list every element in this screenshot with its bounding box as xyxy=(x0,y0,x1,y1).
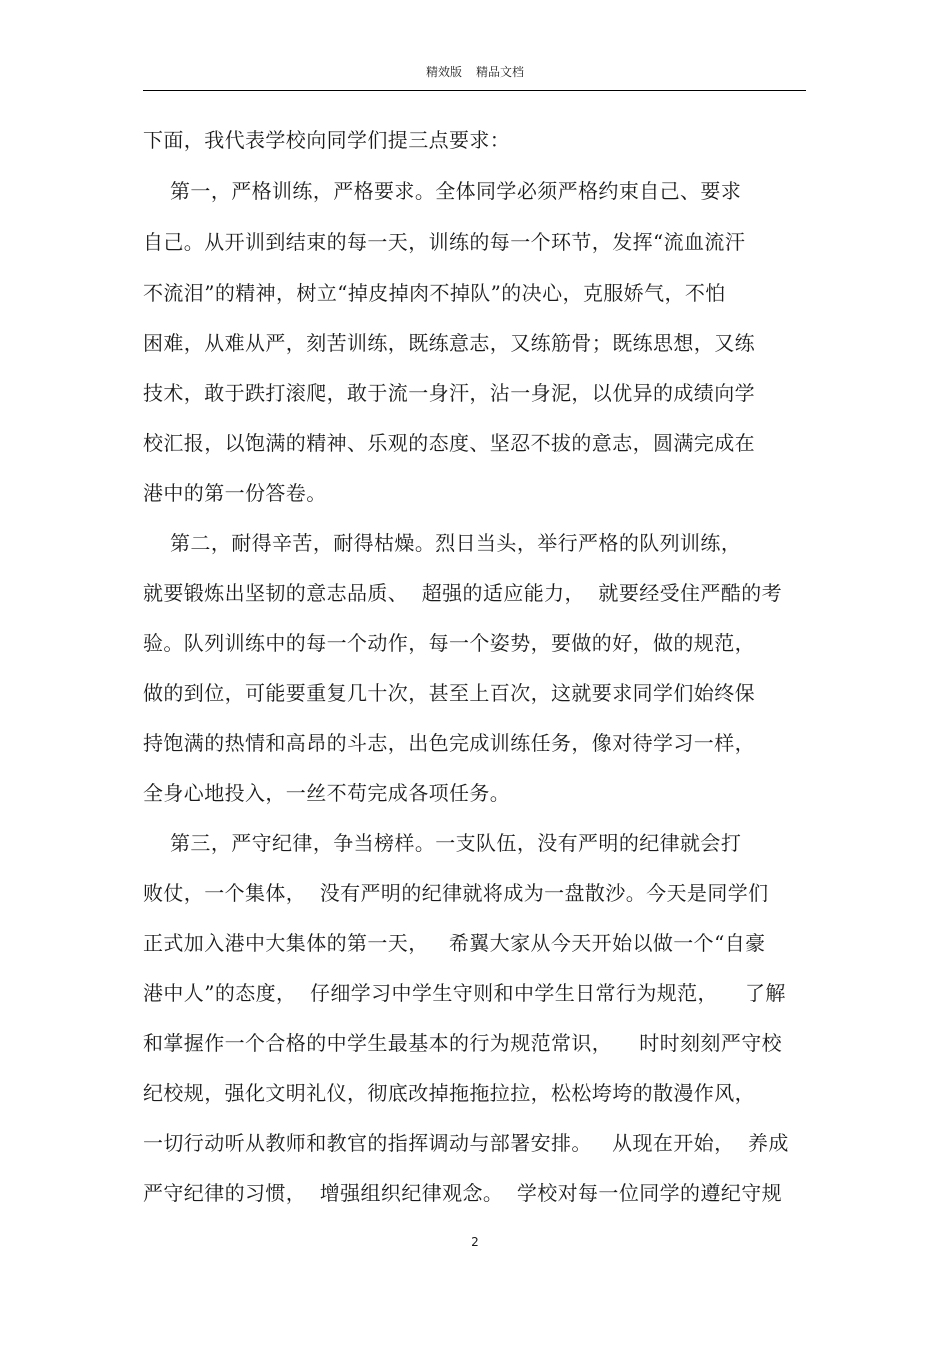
body-line: 验。队列训练中的每一个动作，每一个姿势，要做的好，做的规范， xyxy=(143,631,755,655)
body-line: 一切行动听从教师和教官的指挥调动与部署安排。 从现在开始， 养成 xyxy=(143,1131,789,1155)
body-line: 港中的第一份答卷。 xyxy=(143,481,327,505)
body-line: 正式加入港中大集体的第一天， 希翼大家从今天开始以做一个“自豪 xyxy=(143,931,766,955)
page-number: 2 xyxy=(471,1235,479,1249)
body-line: 严守纪律的习惯， 增强组织纪律观念。 学校对每一位同学的遵纪守规 xyxy=(143,1181,783,1205)
body-line: 做的到位，可能要重复几十次，甚至上百次，这就要求同学们始终保 xyxy=(143,681,755,705)
body-line: 港中人”的态度， 仔细学习中学生守则和中学生日常行为规范， 了解 xyxy=(143,981,786,1005)
body-line: 纪校规，强化文明礼仪，彻底改掉拖拖拉拉，松松垮垮的散漫作风， xyxy=(143,1081,755,1105)
body-line: 自己。从开训到结束的每一天，训练的每一个环节，发挥“流血流汗 xyxy=(143,230,746,254)
body-line: 败仗，一个集体， 没有严明的纪律就将成为一盘散沙。今天是同学们 xyxy=(143,881,769,905)
body-line: 持饱满的热情和高昂的斗志，出色完成训练任务，像对待学习一样， xyxy=(143,731,755,755)
body-line: 不流泪”的精神，树立“掉皮掉肉不掉队”的决心，克服娇气，不怕 xyxy=(143,281,726,305)
body-line: 第三，严守纪律，争当榜样。一支队伍，没有严明的纪律就会打 xyxy=(143,831,742,855)
body-line: 就要锻炼出坚韧的意志品质、 超强的适应能力， 就要经受住严酷的考 xyxy=(143,581,783,605)
body-line: 困难，从难从严，刻苦训练，既练意志，又练筋骨；既练思想，又练 xyxy=(143,331,755,355)
body-line: 第一，严格训练，严格要求。全体同学必须严格约束自己、要求 xyxy=(143,179,742,203)
body-line: 下面，我代表学校向同学们提三点要求： xyxy=(143,128,511,152)
body-line: 第二，耐得辛苦，耐得枯燥。烈日当头，举行严格的队列训练， xyxy=(143,531,742,555)
body-line: 全身心地投入，一丝不苟完成各项任务。 xyxy=(143,781,511,805)
page-header xyxy=(0,64,950,80)
header-divider xyxy=(143,90,806,91)
header-left-text: 精效版 xyxy=(425,65,462,79)
body-line: 技术，敢于跌打滚爬，敢于流一身汗，沾一身泥，以优异的成绩向学 xyxy=(143,381,755,405)
header-right-text: 精品文档 xyxy=(476,65,525,79)
body-line: 校汇报，以饱满的精神、乐观的态度、坚忍不拔的意志，圆满完成在 xyxy=(143,431,755,455)
body-line: 和掌握作一个合格的中学生最基本的行为规范常识， 时时刻刻严守校 xyxy=(143,1031,783,1055)
